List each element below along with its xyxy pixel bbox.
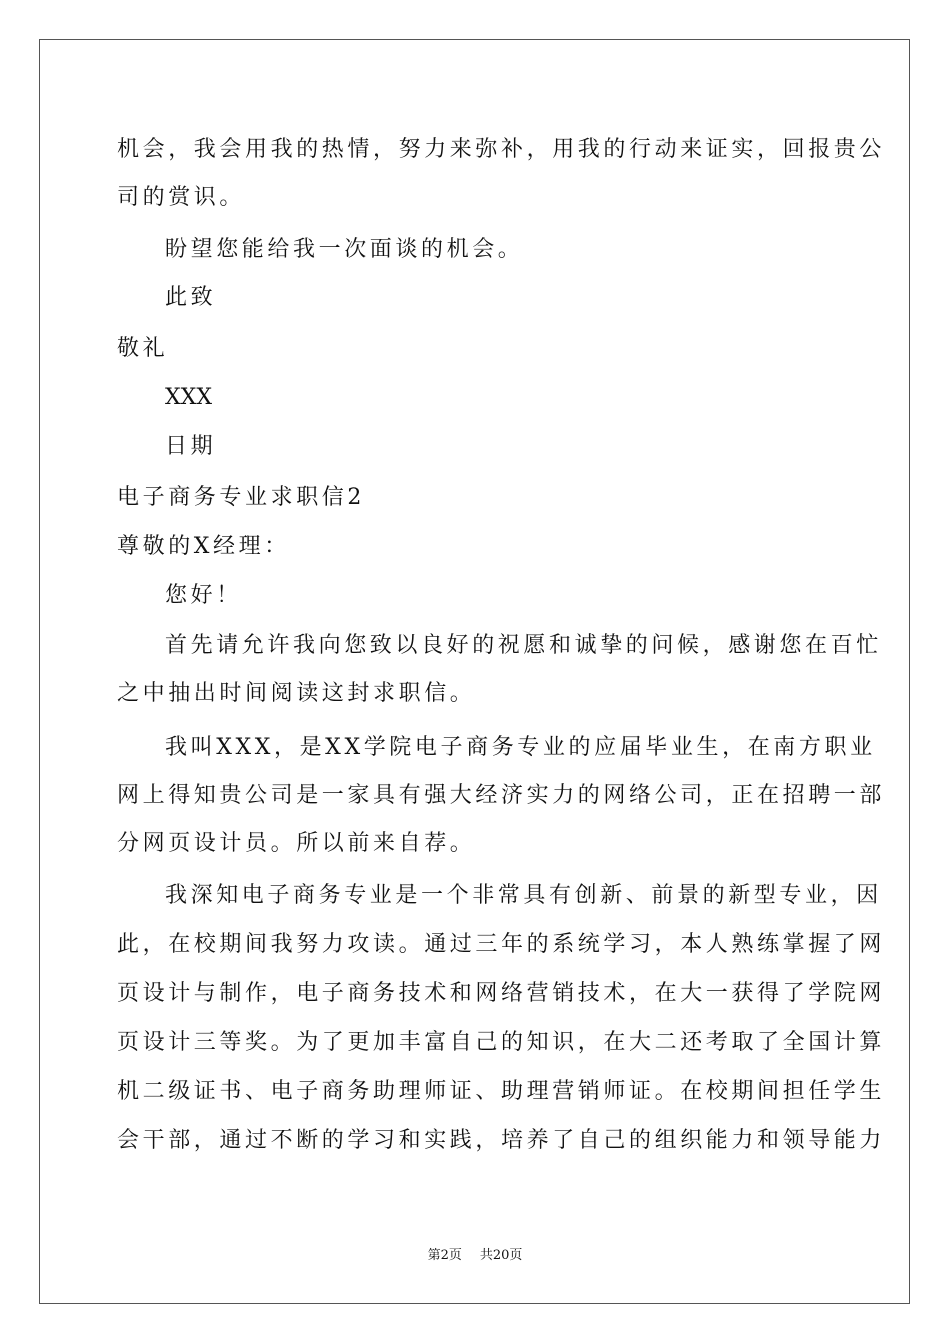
text-line: 分网页设计员。所以前来自荐。 xyxy=(117,831,476,856)
signature-date: 日期 xyxy=(165,434,217,459)
signature-name: XXX xyxy=(165,385,212,410)
closing-salutation: 此致 xyxy=(165,285,217,310)
text-line: 机二级证书、电子商务助理师证、助理营销师证。在校期间担任学生 xyxy=(117,1079,886,1104)
text-line: 盼望您能给我一次面谈的机会。 xyxy=(165,237,524,262)
text-line: 之中抽出时间阅读这封求职信。 xyxy=(117,681,476,706)
greeting-recipient: 尊敬的X经理： xyxy=(117,534,290,559)
text-line: 此，在校期间我努力攻读。通过三年的系统学习，本人熟练掌握了网 xyxy=(117,932,886,957)
page-footer xyxy=(0,1244,950,1263)
page-total: 共20页 xyxy=(479,1248,523,1263)
text-line: 首先请允许我向您致以良好的祝愿和诚挚的问候，感谢您在百忙 xyxy=(165,633,882,658)
text-line: 我深知电子商务专业是一个非常具有创新、前景的新型专业，因 xyxy=(165,883,882,908)
text-line: 页设计与制作，电子商务技术和网络营销技术，在大一获得了学院网 xyxy=(117,981,886,1006)
text-line: 我叫XXX，是XX学院电子商务专业的应届毕业生，在南方职业 xyxy=(165,735,876,760)
text-line: 网上得知贵公司是一家具有强大经济实力的网络公司，正在招聘一部 xyxy=(117,783,886,808)
greeting: 您好！ xyxy=(165,583,242,608)
text-line: 机会，我会用我的热情，努力来弥补，用我的行动来证实，回报贵公 xyxy=(117,137,886,162)
text-line: 会干部，通过不断的学习和实践，培养了自己的组织能力和领导能力 xyxy=(117,1128,886,1153)
text-line: 司的赏识。 xyxy=(117,185,246,210)
text-line: 页设计三等奖。为了更加丰富自己的知识，在大二还考取了全国计算 xyxy=(117,1030,886,1055)
closing-respect: 敬礼 xyxy=(117,336,169,361)
section-title: 电子商务专业求职信2 xyxy=(117,485,365,510)
page-number: 第2页 xyxy=(427,1248,462,1263)
